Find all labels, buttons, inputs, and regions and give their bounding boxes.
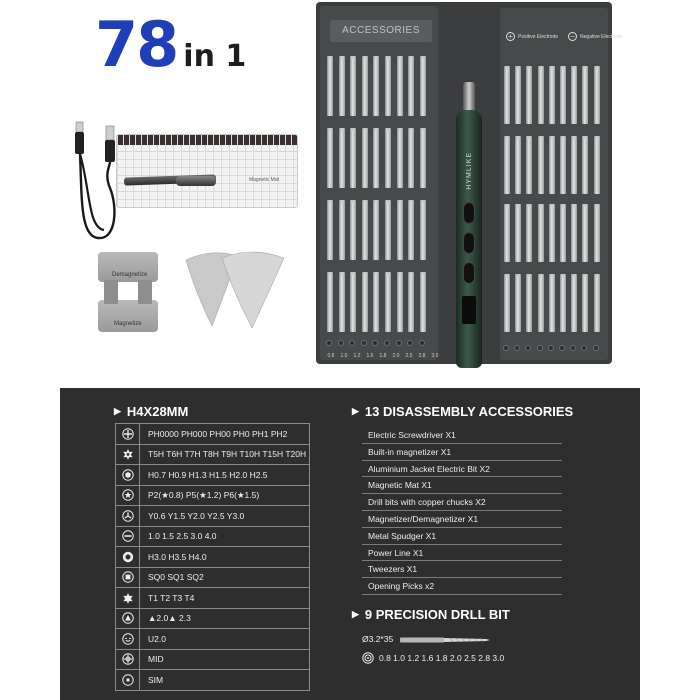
table-row [116,629,310,650]
hex-icon [122,469,134,481]
screwdriver-bit [362,200,368,260]
demagnetize-label: Demagnetize [112,272,148,278]
screwdriver-bit [408,200,414,260]
table-row [116,465,310,486]
drill-size-row [362,652,504,664]
screwdriver-bit [538,204,544,262]
list-item: Drill bits with copper chucks X2 [362,494,562,511]
list-item: Tweezers X1 [362,561,562,578]
bit-sizes: H3.0 H3.5 H4.0 [140,547,310,568]
list-item: Aluminium Jacket Electric Bit X2 [362,461,562,478]
bit-slot-icon [396,340,402,346]
list-item: Magnetizer/Demagnetizer X1 [362,511,562,528]
screwdriver-bit [504,274,510,332]
bit-slot-icon [548,345,554,351]
bit-sizes: PH0000 PH000 PH00 PH0 PH1 PH2 [140,424,310,445]
mid-icon [122,653,134,665]
list-item: Electric Screwdriver X1 [362,427,562,444]
bit-slot-icon [503,345,509,351]
bit-section-title: ▶ H4X28MM [114,404,189,419]
minus-icon: − [568,32,577,41]
torx-hole-icon [122,448,134,460]
hex-socket-icon [122,551,134,563]
screwdriver-bit [560,274,566,332]
screwdriver-bit [385,56,391,116]
screwdriver-bit [397,200,403,260]
bit-slot-icon [419,340,425,346]
bit-slot-icon [361,340,367,346]
torx-icon [122,592,134,604]
drill-size-label: 2.5 [405,353,413,359]
table-row [116,649,310,670]
screwdriver-bit [515,204,521,262]
tweezers [176,176,216,186]
triangle-bullet-icon: ▶ [114,406,121,416]
bit-sizes: MID [140,649,310,670]
bit-icon-cell [116,547,140,568]
bit-icon-cell [116,506,140,527]
bit-spec-table [115,423,310,691]
hero-suffix: in 1 [183,39,247,74]
screwdriver-brand: HYMLIKE [466,152,473,190]
triangle-bullet-icon: ▶ [352,406,359,416]
pentalobe-icon [122,489,134,501]
screwdriver-bit [582,204,588,262]
screwdriver-bit [385,200,391,260]
screwdriver-bit [397,56,403,116]
bit-icon-cell [116,485,140,506]
bit-icon-cell [116,424,140,445]
bit-slot-icon [537,345,543,351]
bit-icon-cell [116,588,140,609]
screwdriver-bit [327,200,333,260]
magnetizer-bottom [98,300,158,332]
positive-electrode: + Positive Electrode [506,32,558,41]
screwdriver-bit [373,56,379,116]
screwdriver-bit [549,274,555,332]
bit-slot-icon [326,340,332,346]
electric-screwdriver [448,82,488,372]
drill-size-label: 0.8 [327,353,335,359]
drill-size-list: 0.8 1.0 1.2 1.6 1.8 2.0 2.5 2.8 3.0 [379,653,505,663]
drill-size-label: 1.6 [366,353,374,359]
table-row [116,506,310,527]
screwdriver-bit [408,56,414,116]
drill-spec: Ø3.2*35 [362,634,394,644]
screwdriver-bit [571,204,577,262]
screwdriver-bit [526,66,532,124]
drill-chuck-icon [362,652,374,664]
screwdriver-bit [420,200,426,260]
table-row [116,670,310,691]
screwdriver-bit [397,128,403,188]
screwdriver-bit [350,272,356,332]
screwdriver-bit [327,272,333,332]
screwdriver-bit [594,66,600,124]
bit-sizes: 1.0 1.5 2.5 3.0 4.0 [140,526,310,547]
screwdriver-button-up [463,202,475,224]
magnetizer [98,252,158,332]
screwdriver-bit [515,136,521,194]
magnetize-label: Magnetize [114,321,142,327]
bit-slot-icon [338,340,344,346]
sim-icon [122,674,134,686]
screwdriver-bit [582,66,588,124]
mat-ruler [117,135,297,145]
triangle-bullet-icon: ▶ [352,609,359,619]
screwdriver-bit [549,136,555,194]
screwdriver-bit [560,136,566,194]
screwdriver-bit [526,136,532,194]
bit-sizes: Y0.6 Y1.5 Y2.0 Y2.5 Y3.0 [140,506,310,527]
screwdriver-bit [560,66,566,124]
phillips-icon [122,428,134,440]
screwdriver-bit [582,274,588,332]
bit-icon-cell [116,608,140,629]
screwdriver-bit [350,200,356,260]
drill-size-label: 2.8 [418,353,426,359]
screwdriver-bit [538,136,544,194]
hero-number: 78 [95,8,178,81]
table-row [116,547,310,568]
screwdriver-bit [327,128,333,188]
bit-slot-icon [559,345,565,351]
triangle-icon [122,612,134,624]
bit-sizes: T1 T2 T3 T4 [140,588,310,609]
case-drill-size-labels [326,353,440,359]
screwdriver-bit [385,128,391,188]
screwdriver-bit [420,128,426,188]
list-item: Opening Picks x2 [362,578,562,595]
screwdriver-bit [362,128,368,188]
bit-icon-cell [116,465,140,486]
drill-size-label: 3.0 [431,353,439,359]
drill-bit-icon [400,636,490,644]
plus-icon: + [506,32,515,41]
accessory-section-title: ▶ 13 DISASSEMBLY ACCESSORIES [352,404,574,419]
screwdriver-bit [515,274,521,332]
table-row [116,424,310,445]
screwdriver-bit [526,204,532,262]
drill-section-title: ▶ 9 PRECISION DRLL BIT [352,607,510,622]
bit-icon-cell [116,629,140,650]
screwdriver-bit [339,200,345,260]
screwdriver-bit [408,128,414,188]
table-row [116,444,310,465]
bit-sizes: SIM [140,670,310,691]
screwdriver-bit [350,128,356,188]
bit-sizes: P2(★0.8) P5(★1.2) P6(★1.5) [140,485,310,506]
screwdriver-bit [362,272,368,332]
bit-icon-cell [116,649,140,670]
drill-size-label: 1.0 [340,353,348,359]
slotted-icon [122,530,134,542]
bit-sizes: ▲2.0▲ 2.3 [140,608,310,629]
screwdriver-bit [560,204,566,262]
screwdriver-bit [385,272,391,332]
screwdriver-bit [339,272,345,332]
drill-size-label: 2.0 [392,353,400,359]
accessory-list [362,427,562,595]
bit-sizes: H0.7 H0.9 H1.3 H1.5 H2.0 H2.5 [140,465,310,486]
screwdriver-bit [538,66,544,124]
screwdriver-bit [538,274,544,332]
list-item: Metal Spudger X1 [362,528,562,545]
screwdriver-bit [526,274,532,332]
screwdriver-bit [549,66,555,124]
bit-slot-icon [384,340,390,346]
drill-size-label: 1.8 [379,353,387,359]
table-row [116,567,310,588]
screwdriver-bit [571,66,577,124]
table-row [116,526,310,547]
bit-sizes: U2.0 [140,629,310,650]
square-icon [122,571,134,583]
bit-slot-icon [593,345,599,351]
screwdriver-bit [397,272,403,332]
screwdriver-bit [420,272,426,332]
opening-picks-icon [182,250,286,330]
screwdriver-bit [339,128,345,188]
bit-icon-cell [116,444,140,465]
hero-title [95,8,246,81]
table-row [116,485,310,506]
table-row [116,588,310,609]
drill-size-label: 1.2 [353,353,361,359]
screwdriver-bit [582,136,588,194]
screwdriver-bit [373,128,379,188]
magnetizer-pillar-right [138,280,152,304]
screwdriver-bit [571,274,577,332]
screwdriver-bit [339,56,345,116]
screwdriver-bit [362,56,368,116]
screwdriver-button-down [463,262,475,284]
bit-icon-cell [116,670,140,691]
screwdriver-bit [350,56,356,116]
screwdriver-bit [571,136,577,194]
screwdriver-bit [515,66,521,124]
negative-electrode: − Negative Electrode [568,32,622,41]
bit-sizes: SQ0 SQ1 SQ2 [140,567,310,588]
screwdriver-bit [420,56,426,116]
list-item: Built-in magnetizer X1 [362,444,562,461]
list-item: Magnetic Mat X1 [362,477,562,494]
screwdriver-bit [504,66,510,124]
screwdriver-bit [408,272,414,332]
table-row [116,608,310,629]
screwdriver-bit [373,272,379,332]
accessories-lid-label: ACCESSORIES [330,20,432,42]
electrode-legend [506,32,622,41]
tri-wing-icon [122,510,134,522]
screwdriver-bit [504,204,510,262]
magnetic-mat [116,134,298,208]
screwdriver-display [462,296,476,324]
list-item: Power Line X1 [362,545,562,562]
magnetizer-pillar-left [104,280,118,304]
screwdriver-bit [549,204,555,262]
screwdriver-bit [594,274,600,332]
u-shape-icon [122,633,134,645]
screwdriver-bit [327,56,333,116]
bit-sizes: T5H T6H T7H T8H T9H T10H T15H T20H [140,444,310,465]
mat-label: Magnetic Mat [248,177,279,183]
screwdriver-bit [594,136,600,194]
screwdriver-bit [373,200,379,260]
bit-icon-cell [116,567,140,588]
screwdriver-bit [594,204,600,262]
bit-icon-cell [116,526,140,547]
screwdriver-bit [504,136,510,194]
screwdriver-button-mode [463,232,475,254]
